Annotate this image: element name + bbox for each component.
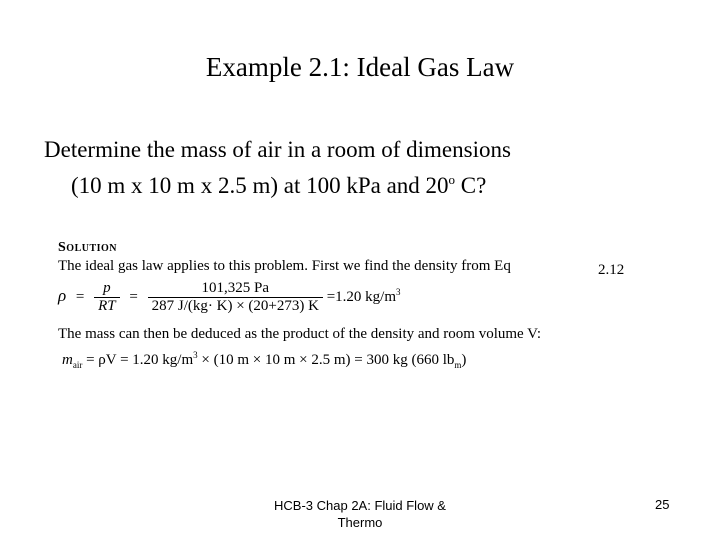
fraction-numerator: p — [94, 280, 120, 298]
mass-equation — [62, 350, 466, 370]
footer-course-label — [260, 497, 460, 531]
equals-sign: = — [129, 288, 138, 305]
equals-sign: = — [75, 288, 85, 305]
page-number: 25 — [655, 497, 670, 512]
footer-line-2: Thermo — [337, 515, 383, 530]
density-result-text: =1.20 kg/m — [326, 288, 396, 305]
mass-symbol: m — [62, 352, 73, 368]
mass-expression-b: × (10 m × 10 m × 2.5 m) = 300 kg (660 lb — [197, 352, 455, 368]
degree-mark: o — [448, 172, 456, 187]
mass-subscript: air — [72, 360, 83, 370]
mass-unit-subscript: m — [454, 360, 462, 370]
question-line-1: Determine the mass of air in a room of dimensions — [44, 137, 511, 162]
slide-title: Example 2.1: Ideal Gas Law — [205, 52, 515, 82]
solution-line-2: The mass can then be deduced as the product of the density and room volume V: — [58, 326, 542, 342]
mass-exponent: 3 — [193, 350, 198, 360]
mass-close-paren: ) — [461, 352, 467, 368]
equation-reference: 2.12 — [598, 262, 625, 278]
density-result — [326, 286, 401, 305]
solution-line-1: The ideal gas law applies to this problem. First we find the density from Eq — [58, 258, 511, 274]
question-text-a: (10 m x 10 m x 2.5 m) at 100 kPa and 20 — [71, 173, 449, 198]
rho-symbol: ρ — [58, 285, 67, 305]
fraction-numerator: 101,325 Pa — [148, 280, 323, 298]
fraction-denominator: RT — [98, 298, 116, 314]
density-exponent: 3 — [396, 286, 401, 297]
question-line-2 — [71, 172, 486, 199]
mass-expression-a: = ρV = 1.20 kg/m — [82, 352, 194, 368]
solution-heading: Solution — [58, 240, 118, 255]
fraction-numeric — [148, 280, 323, 315]
question-text-b: C? — [455, 173, 487, 198]
density-equation — [58, 280, 401, 315]
fraction-denominator: 287 J/(kg· K) × (20+273) K — [151, 298, 319, 314]
fraction-p-over-rt — [94, 280, 120, 315]
footer-line-1: HCB-3 Chap 2A: Fluid Flow & — [274, 498, 446, 513]
